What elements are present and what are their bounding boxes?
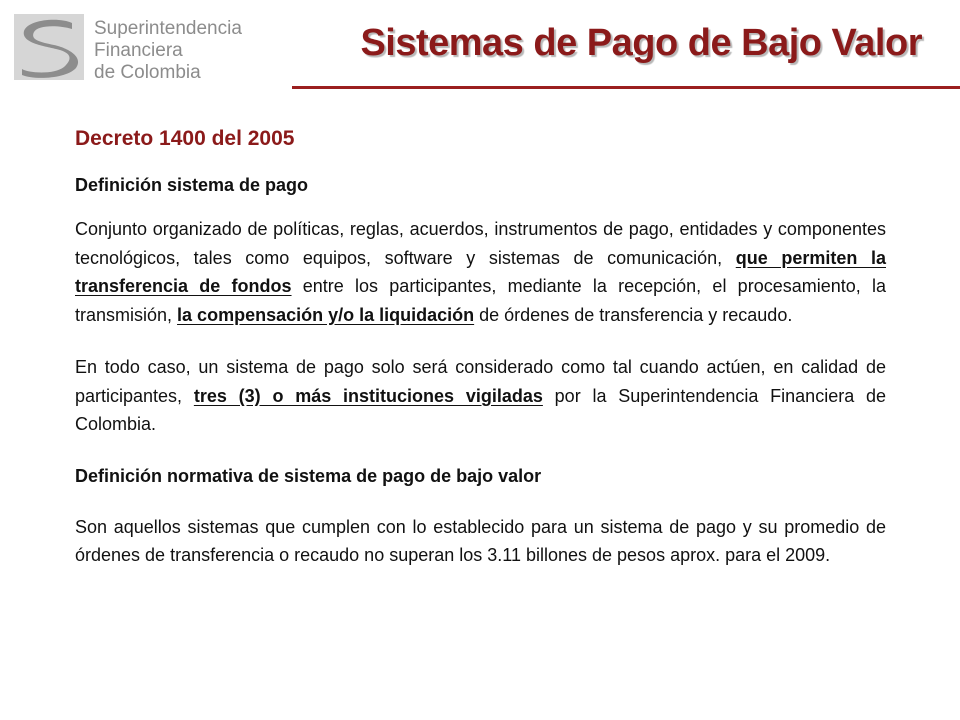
decree-subtitle: Decreto 1400 del 2005 <box>75 127 295 150</box>
para2-underline-1: tres (3) o más instituciones vigiladas <box>193 385 543 406</box>
logo-text <box>94 18 242 84</box>
logo <box>14 14 254 84</box>
page-title: Sistemas de Pago de Bajo Valor <box>360 22 922 64</box>
para1-text-1: Conjunto organizado de políticas, reglas, acuerdos, instrumentos de pago, entidades y componentes tecnológicos, tales como equipos, software y sistemas de comunicación, <box>75 219 886 268</box>
para2-text-2: por la Superintendencia Financiera de Colombia. <box>75 385 887 434</box>
normative-heading: Definición normativa de sistema de pago de bajo valor <box>75 465 542 486</box>
condition-paragraph <box>75 353 886 439</box>
logo-line-1: Superintendencia <box>94 18 242 39</box>
para1-underline-1: que permiten la transferencia de fondos <box>75 247 886 296</box>
logo-line-3: de Colombia <box>94 62 201 83</box>
para1-text-3: de órdenes de transferencia y recaudo. <box>474 304 793 325</box>
definition-paragraph <box>75 215 886 329</box>
title-divider <box>292 86 960 89</box>
superintendencia-logo-icon <box>14 14 84 80</box>
para1-underline-2: la compensación y/o la liquidación <box>177 304 475 325</box>
logo-line-2: Financiera <box>94 40 183 61</box>
para2-text-1: En todo caso, un sistema de pago solo será considerado como tal cuando actúen, en calidad de participantes, <box>75 357 886 406</box>
slide-content <box>75 124 886 570</box>
para1-text-2: entre los participantes, mediante la recepción, el procesamiento, la transmisión, <box>75 276 886 325</box>
normative-paragraph: Son aquellos sistemas que cumplen con lo establecido para un sistema de pago y su promedio de órdenes de transferencia o recaudo no superan los 3.11 billones de pesos aprox. para el 2009. <box>75 516 886 565</box>
definition-heading: Definición sistema de pago <box>75 175 309 195</box>
